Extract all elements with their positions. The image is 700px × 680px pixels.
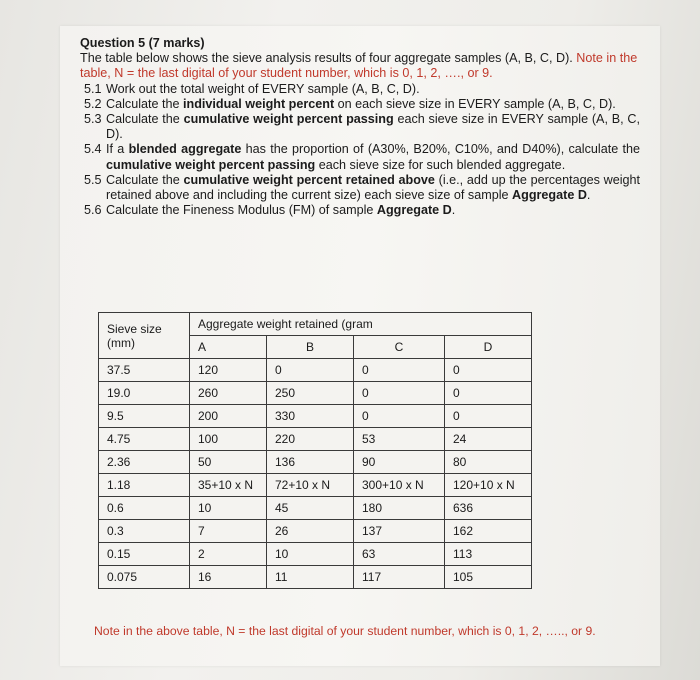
subquestion-5-5 [80,173,640,203]
weight-cell-a: 2 [190,543,267,566]
subquestion-5-3 [80,112,640,142]
subquestion-text: If a [106,142,129,157]
weight-cell-c: 300+10 x N [354,474,445,497]
table-row [99,566,532,589]
subquestion-number: 5.5 [84,172,102,187]
weight-cell-b: 0 [267,359,354,382]
subquestion-emphasis: cumulative weight percent retained above [183,172,435,187]
subquestion-text: Work out the total weight of EVERY sample (A, B, C, D). [106,81,420,96]
subquestion-text: Calculate the [106,96,184,111]
weight-cell-a: 260 [190,382,267,405]
sieve-size-cell: 19.0 [99,382,190,405]
weight-cell-a: 16 [190,566,267,589]
weight-cell-b: 136 [267,451,354,474]
subquestion-emphasis: Aggregate D [376,203,452,218]
subquestion-text: . [586,188,591,203]
weight-cell-d: 162 [445,520,532,543]
weight-cell-c: 0 [354,405,445,428]
weight-cell-d: 105 [445,566,532,589]
sieve-size-header: Sieve size (mm) [99,313,190,359]
subquestion-text: on each sieve size in EVERY sample (A, B, C, D). [334,96,616,111]
weight-cell-c: 0 [354,382,445,405]
weight-cell-d: 0 [445,359,532,382]
table-row [99,382,532,405]
weight-cell-a: 50 [190,451,267,474]
subquestion-emphasis: individual weight percent [183,96,335,111]
weight-cell-a: 35+10 x N [190,474,267,497]
column-header-c: C [354,336,445,359]
subquestion-emphasis: Aggregate D [512,188,587,203]
weight-cell-d: 636 [445,497,532,520]
weight-cell-d: 0 [445,405,532,428]
subquestion-text: Calculate the Fineness Modulus (FM) of sample [106,203,377,218]
subquestion-5-4 [80,142,640,172]
sieve-size-cell: 0.075 [99,566,190,589]
intro-text: The table below shows the sieve analysis results of four aggregate samples (A, B, C, D). [80,51,573,66]
weight-cell-c: 63 [354,543,445,566]
subquestion-5-1 [80,82,640,97]
weight-cell-a: 7 [190,520,267,543]
subquestion-text: . [451,203,456,218]
table-header-row [99,313,532,336]
subquestion-5-2 [80,97,640,112]
weight-cell-b: 250 [267,382,354,405]
subquestion-emphasis: cumulative weight percent passing [183,112,394,127]
weight-cell-c: 0 [354,359,445,382]
sieve-size-cell: 0.6 [99,497,190,520]
aggregate-weight-header: Aggregate weight retained (gram [190,313,532,336]
subquestion-text: Calculate the [106,112,184,127]
subquestion-text: each sieve size for such blended aggregate. [315,157,566,172]
sieve-size-cell: 37.5 [99,359,190,382]
table-row [99,405,532,428]
subquestion-number: 5.4 [84,142,102,157]
weight-cell-d: 24 [445,428,532,451]
intro-note: Note in the table, N = the last digital of your student number, which is 0, 1, 2, …., or 9. [80,51,638,81]
subquestion-text: each sieve size in EVERY sample (A, B, C, D). [106,112,641,142]
weight-cell-b: 11 [267,566,354,589]
weight-cell-b: 26 [267,520,354,543]
subquestion-5-6 [80,203,640,218]
table-body [99,359,532,589]
weight-cell-b: 330 [267,405,354,428]
question-intro [80,51,640,81]
weight-cell-b: 220 [267,428,354,451]
table-row [99,359,532,382]
weight-cell-d: 120+10 x N [445,474,532,497]
table-row [99,520,532,543]
sieve-analysis-table [98,312,532,589]
weight-cell-c: 117 [354,566,445,589]
weight-cell-b: 10 [267,543,354,566]
table-row [99,428,532,451]
table-row [99,474,532,497]
column-header-d: D [445,336,532,359]
subquestion-number: 5.1 [84,81,102,96]
weight-cell-c: 180 [354,497,445,520]
subquestion-number: 5.2 [84,96,102,111]
subquestion-emphasis: cumulative weight percent passing [106,157,316,172]
subquestion-text: Calculate the [106,172,184,187]
weight-cell-c: 53 [354,428,445,451]
weight-cell-b: 72+10 x N [267,474,354,497]
sieve-size-cell: 4.75 [99,428,190,451]
table-row [99,543,532,566]
subquestion-emphasis: blended aggregate [128,142,242,157]
weight-cell-d: 0 [445,382,532,405]
sieve-size-cell: 9.5 [99,405,190,428]
weight-cell-a: 120 [190,359,267,382]
table-row [99,451,532,474]
weight-cell-a: 100 [190,428,267,451]
column-header-b: B [267,336,354,359]
weight-cell-a: 200 [190,405,267,428]
sieve-size-cell: 0.15 [99,543,190,566]
weight-cell-d: 80 [445,451,532,474]
weight-cell-c: 90 [354,451,445,474]
subquestion-number: 5.3 [84,112,102,127]
table-row [99,497,532,520]
question-content [80,36,640,218]
subquestion-list [80,82,640,219]
subquestion-text: (i.e., add up the percentages weight retained above and including the current size) each sieve size of sample [106,172,641,203]
column-header-a: A [190,336,267,359]
sieve-size-cell: 0.3 [99,520,190,543]
weight-cell-d: 113 [445,543,532,566]
weight-cell-b: 45 [267,497,354,520]
weight-cell-c: 137 [354,520,445,543]
weight-cell-a: 10 [190,497,267,520]
footnote: Note in the above table, N = the last digital of your student number, which is 0, 1, 2, ….., or 9. [94,624,596,638]
subquestion-text: has the proportion of (A30%, B20%, C10%, and D40%), calculate the [241,142,641,157]
document-page [60,26,660,666]
subquestion-number: 5.6 [84,203,102,218]
sieve-size-cell: 2.36 [99,451,190,474]
question-title: Question 5 (7 marks) [80,36,205,50]
sieve-size-cell: 1.18 [99,474,190,497]
